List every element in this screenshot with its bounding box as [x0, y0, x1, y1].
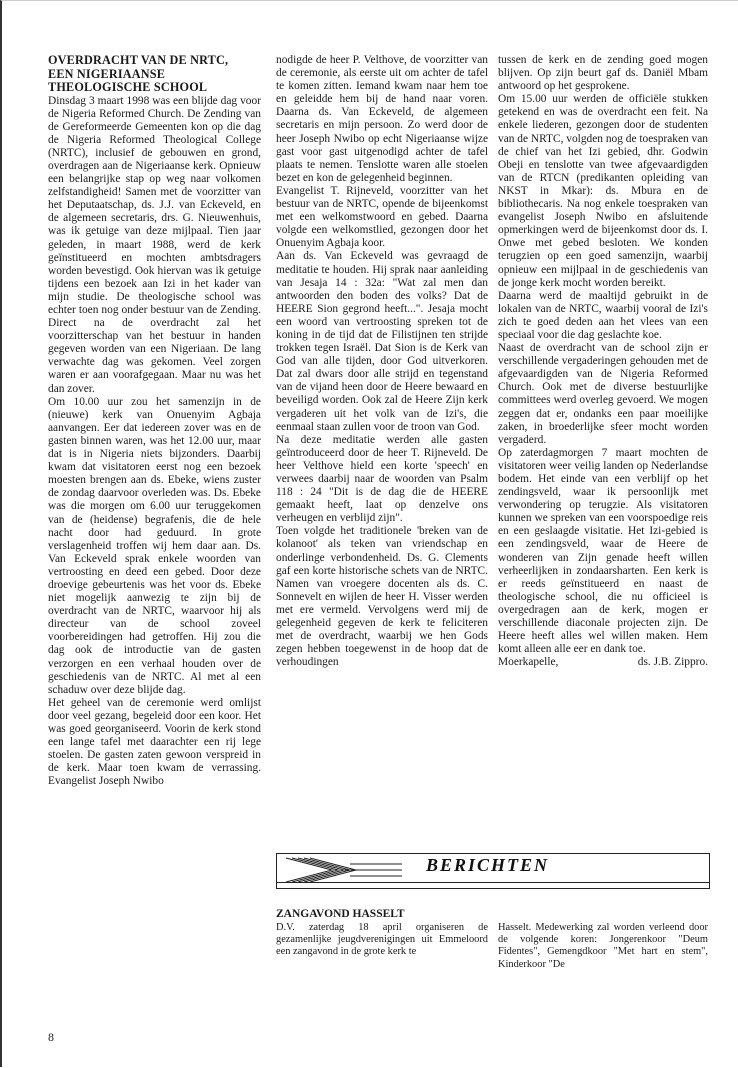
title-line: EEN NIGERIAANSE [48, 66, 166, 81]
article-column-3 [498, 54, 708, 669]
paragraph: Dinsdag 3 maart 1998 was een blijde dag voor de Nigeria Reformed Church. De Zending van de Gereformeerde Gemeenten kon op die dag de Nigeria Reformed Theological College (NRTC), inclusief de gebouwen en grond, overdragen aan de Nigeriaanse kerk. Opnieuw een belangrijke stap op weg naar volkomen zelfstandigheid! Samen met de voorzitter van het Deputaatschap, ds. J.J. van Eckeveld, en de algemeen secretaris, drs. G. Nieuwenhuis, was ik getuige van deze mijlpaal. Tien jaar geleden, in maart 1988, werd de kerk geïnstitueerd en mochten ambtsdragers worden bevestigd. Ook hiervan was ik getuige tijdens een bezoek aan Izi in het kader van mijn studie. De theologische school was echter toen nog onder bestuur van de Zending. Direct na de overdracht zal het voorzitterschap van het bestuur in handen gegeven worden van een Nigeriaan. De lang verwachte dag was gekomen. Veel zorgen waren er aan voorafgegaan. Maar nu was het dan zover. [48, 94, 261, 395]
paragraph: Naast de overdracht van de school zijn er verschillende vergaderingen gehouden met de afgevaardigden van de Nigeria Reformed Church. Ook met de diverse bestuurlijke committees werd overleg gevoerd. We mogen zeggen dat er, ondanks een paar moeilijke zaken, in broederlijke sfeer mocht worden vergaderd. [498, 342, 708, 446]
paragraph: Op zaterdagmorgen 7 maart mochten de visitatoren weer veilig landen op Nederlandse bodem. Het einde van een verblijf op het zendingsveld, waar ik persoonlijk met verwondering op terugzie. Als visitatoren kunnen we spreken van een voorspoedige reis en een geslaagde visitatie. Het Izi-gebied is een zendingsveld, waar de Heere de wonderen van Zijn genade heeft willen verheerlijken in zondaarsharten. Een kerk is er reeds geïnstitueerd en naast de theologische school, die nu officieel is overgedragen aan de kerk, mogen er verschillende diaconale projecten zijn. De Heere heeft alles wel willen maken. Hem komt alleen alle eer en dank toe. [498, 446, 708, 656]
notice-column-2: Hasselt. Medewerking zal worden verleend door de volgende koren: Jongerenkoor "Deum Fidentes", Gemengdkoor "Met hart en stem", Kinderkoor "De [498, 922, 708, 970]
paragraph: Om 15.00 uur werden de officiële stukken getekend en was de overdracht een feit. Na enkele liederen, gezongen door de studenten van de NRTC, volgden nog de toespraken van de chief van het Izi gebied, dhr. Godwin Obeji en tenslotte van twee afgevaardigden van de RTCN (predikanten opleiding van NKST in Mkar): ds. Mbura en de bibliothecaris. Na nog enkele toespraken van evangelist Joseph Nwibo en afsluitende opmerkingen werd de bijeenkomst door ds. I. Onwe met gebed besloten. We konden terugzien op een goed samenzijn, waarbij opnieuw een mijlpaal in de geschiedenis van de jonge kerk mocht worden bereikt. [498, 93, 708, 289]
paragraph: tussen de kerk en de zending goed mogen blijven. Op zijn beurt gaf ds. Daniël Mbam antwoord op het gesprokene. [498, 54, 708, 93]
title-line: THEOLOGISCHE SCHOOL [48, 80, 208, 94]
notice-heading: ZANGAVOND HASSELT [276, 908, 405, 920]
berichten-banner [276, 853, 710, 889]
signature [498, 656, 708, 669]
paragraph: Toen volgde het traditionele 'breken van de kolanoot' als teken van vriendschap en onderlinge verbondenheid. Ds. G. Clements gaf een korte historische schets van de NRTC. Namen van vroegere docenten als ds. C. Sonnevelt en wijlen de heer H. Visser werden met ere vermeld. Vervolgens werd mij de gelegenheid gegeven de kerk te feliciteren met de overdracht, waarbij we hen Gods zegen hebben toegewenst in de hoop dat de verhoudingen [276, 525, 488, 669]
title-line: OVERDRACHT VAN DE NRTC, [48, 53, 229, 67]
signature-place: Moerkapelle, [498, 656, 559, 669]
paragraph: Om 10.00 uur zou het samenzijn in de (nieuwe) kerk van Onuenyim Agbaja aanvangen. Eer dat iedereen zover was en de gasten binnen waren, was het 12.00 uur, maar dat is in Nigeria niets bijzonders. Daarbij kwam dat visitatoren eerst nog een bezoek moesten brengen aan ds. Ebeke, wiens zuster de zondag daarvoor overleden was. Ds. Ebeke was die morgen om 6.00 uur teruggekomen van de (heidense) begrafenis, die de hele nacht door had geduurd. In grote verslagenheid troffen wij hem daar aan. Ds. Van Eckeveld sprak enkele woorden van vertroosting en deed een gebed. Door deze droevige gebeurtenis was het voor ds. Ebeke niet mogelijk aanwezig te zijn bij de overdracht van de NRTC, waarvoor hij als directeur van de school zoveel voorbereidingen had getroffen. Hij zou die dag ook de introductie van de gasten verzorgen en een verhaal houden over de geschiedenis van de NRTC. Al met al een schaduw over deze blijde dag. [48, 395, 261, 696]
article-title [48, 54, 261, 95]
signature-name: ds. J.B. Zippro. [637, 656, 708, 669]
paragraph: Het geheel van de ceremonie werd omlijst door veel gezang, begeleid door een koor. Het was goed georganiseerd. Voorin de kerk stond een lange tafel met daarachter een rij lege stoelen. De gasten zaten gewoon verspreid in de kerk. Maar toen kwam de verrassing. Evangelist Joseph Nwibo [48, 696, 261, 788]
notice-column-1: D.V. zaterdag 18 april organiseren de gezamenlijke jeugdverenigingen uit Emmeloord een zangavond in de grote kerk te [276, 922, 488, 958]
banner-title: BERICHTEN [426, 855, 550, 875]
paragraph: Daarna werd de maaltijd gebruikt in de lokalen van de NRTC, waarbij vooral de Izi's zich te goed deden aan het vlees van een speciaal voor die dag geslachte koe. [498, 289, 708, 341]
page-number: 8 [48, 1030, 54, 1044]
decorative-lines-icon [284, 856, 404, 884]
article-column-1 [48, 54, 261, 788]
article-column-2 [276, 54, 488, 669]
paragraph: Na deze meditatie werden alle gasten geïntroduceerd door de heer T. Rijneveld. De heer Velthove hield een korte 'speech' en verwees daarbij naar de woorden van Psalm 118 : 24 "Dit is de dag die de HEERE gemaakt heeft, laat op denzelve ons verheugen en verblijd zijn". [276, 433, 488, 525]
paragraph: Evangelist T. Rijneveld, voorzitter van het bestuur van de NRTC, opende de bijeenkomst met een welkomstwoord en gebed. Daarna volgde een welkomstlied, gezongen door het Onuenyim Agbaja koor. [276, 184, 488, 250]
paragraph: nodigde de heer P. Velthove, de voorzitter van de ceremonie, als eerste uit om achter de tafel te komen zitten. Iemand kwam naar hem toe en geleidde hem bij de hand naar voren. Daarna ds. Van Eckeveld, de algemeen secretaris en mijn persoon. Zo werd door de heer Joseph Nwibo op echt Nigeriaanse wijze gast voor gast uitgenodigd achter de tafel plaats te nemen. Tenslotte waren alle stoelen bezet en kon de gelegenheid beginnen. [276, 54, 488, 184]
paragraph: Aan ds. Van Eckeveld was gevraagd de meditatie te houden. Hij sprak naar aanleiding van Jesaja 14 : 32a: "Wat zal men dan antwoorden den boden des volks? Dat de HEERE Sion gegrond heeft...". Jesaja mocht een woord van vertroosting spreken tot de koning in de tijd dat de Filistijnen ten strijde trokken tegen Israël. Dat Sion is de Kerk van God van alle tijden, door God uitverkoren. Dat zal dwars door alle strijd en tegenstand van de vijand heen door de Heere bewaard en beveiligd worden. Ook zal de Heere Zijn kerk vergaderen uit het volk van de Izi's, die eenmaal staan zullen voor de troon van God. [276, 250, 488, 433]
